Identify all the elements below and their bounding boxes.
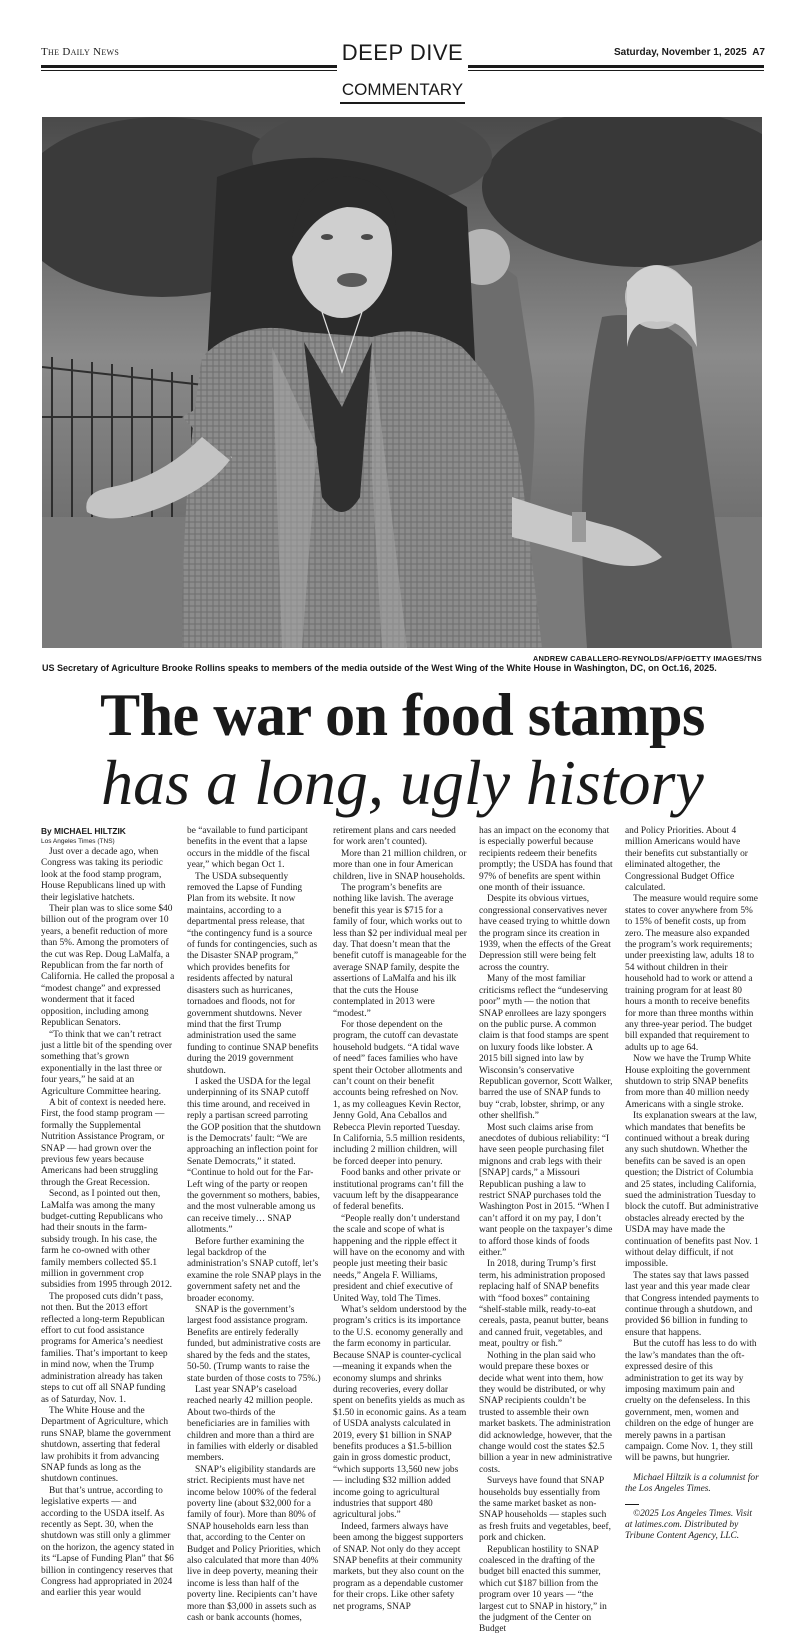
paragraph: Their plan was to slice some $40 billion out of the program over 10 years, a benefit reduction of more than 5%. Among the promoters of the cut was Rep. Doug LaMalfa, a Republican from the far north of California. He called the proposal a “modest change” and expressed wonderment that it faced opposition, including among Republican Senators. [41,904,175,1029]
paragraph: For those dependent on the program, the cutoff can devastate household budgets. “A tidal wave of need” faces families who have spent their October allotments and can’t count on their benefit accounts being refreshed on Nov. 1, as my colleagues Kevin Rector, Jenny Gold, Ana Ceballos and Rebecca Plevin reported Tuesday. In California, 5.5 million residents, including 2 million children, will be forced deeper into penury. [333,1019,466,1167]
section-label [0,80,805,104]
paragraph: Nothing in the plan said who would prepare these boxes or decide what went into them, how they would be distributed, or why SNAP recipients couldn’t be trusted to assemble their own market baskets. The administration did acknowledge, however, that the change would cost the states $2.5 billion a year in new administrative costs. [479,1350,613,1475]
paragraph: Second, as I pointed out then, LaMalfa was among the many budget-cutting Republicans who had their snouts in the farm-subsidy trough. In his case, the farm he co-owned with other family members collected $5.1 million in government crop subsidies from 1995 through 2012. [41,1189,172,1291]
paragraph: The program’s benefits are nothing like lavish. The average benefit this year is $715 for a family of four, which works out to less than $2 per individual meal per day. That doesn’t mean that the benefit cutoff is manageable for the average SNAP family, despite the assertions of LaMalfa and his ilk that the cuts the House contemplated in 2013 were “modest.” [333,883,467,1019]
author-bio: Michael Hiltzik is a columnist for the Los Angeles Times. [625,1472,759,1495]
paragraph: “People really don’t understand the scale and scope of what is happening and the ripple effect it will have on the economy and with people just meeting their basic needs,” Angela F. Williams, president and chief executive of United Way, told The Times. [333,1213,465,1304]
paragraph: Just over a decade ago, when Congress was taking its periodic look at the food stamp program, House Republicans lined up with their legislative hatchets. [41,847,166,903]
paragraph: Many of the most familiar criticisms reflect the “undeserving poor” myth — the notion that SNAP enrollees are lazy spongers on the public purse. A common claim is that food stamps are spent on luxury foods like lobster. A 2015 bill signed into law by Wisconsin’s conservative Republican governor, Scott Walker, barred the use of SNAP funds to buy “crab, lobster, shrimp, or any other shellfish.” [479,974,613,1122]
paragraph: Food banks and other private or institutional programs can’t fill the vacuum left by the disappearance of federal benefits. [333,1168,464,1213]
paragraph: Republican hostility to SNAP coalesced in the drafting of the budget bill enacted this summer, which cut $187 billion from the program over 10 years — “the largest cut to SNAP in history,” in the judgment of the Center on Budget [479,1544,607,1635]
paragraph: The measure would require some states to cover anywhere from 5% to 15% of benefit costs, up from zero. The measure also expanded the program’s work requirements; under preexisting law, adults 18 to 54 without children in their household had to work or attend a training program for at least 80 hours a month to receive benefits for more than three months within any three-year period. The budget bill expanded that requirement to adults up to age 64. [625,894,758,1053]
section-label-text: COMMENTARY [340,80,465,104]
paragraph: Surveys have found that SNAP households buy essentially from the same market basket as non-SNAP households — staples such as fresh fruits and vegetables, beef, pork and chicken. [479,1476,611,1544]
paragraph: retirement plans and cars needed for work aren’t counted). [333,826,456,848]
paragraph: The White House and the Department of Agriculture, which runs SNAP, blame the government shutdown, asserting that federal law prohibits it from advancing SNAP funds as long as the shutdown continues. [41,1405,171,1485]
masthead-rule-right-thin [468,70,764,71]
masthead-date: Saturday, November 1, 2025 [613,47,747,58]
paragraph: The USDA subsequently removed the Lapse of Funding Plan from its website. It now maintains, according to a departmental press release, that “the contingency fund is a source of funds for contingencies, such as the Disaster SNAP program,” which provides benefits for residents affected by natural disasters such as hurricanes, tornadoes and floods, not for government shutdowns. Never mind that the first Trump administration used the same funding to continue SNAP benefits during the 2019 government shutdown. [187,871,319,1076]
paragraph: The states say that laws passed last year and this year made clear that Congress intended payments to continue through a shutdown, and provided $6 billion in funding to ensure that happens. [625,1270,759,1338]
byline-author: By MICHAEL HILTZIK [41,826,126,836]
masthead-paper-name: The Daily News [41,46,120,58]
paragraph: Last year SNAP’s caseload reached nearly 42 million people. About two-thirds of the beneficiaries are in families with children and more than a third are in families with elderly or disabled members. [187,1384,318,1464]
masthead-rule-left-thick [41,65,337,68]
article-column-2 [187,826,321,1624]
paragraph: In 2018, during Trump’s first term, his administration proposed replacing half of SNAP benefits with “food boxes” containing “shelf-stable milk, ready-to-eat cereals, pasta, peanut butter, beans and canned fruit, vegetables, and meat, poultry or fish.” [479,1259,609,1350]
paragraph: Its explanation swears at the law, which mandates that benefits be continued without a break during any such shutdown. Whether the benefits can be saved is an open question; the District of Columbia and 25 states, including California, sued the administration Tuesday to block the cutoff. But administrative obstacles already erected by the USDA may have made the continuation of benefits past Nov. 1 without delay difficult, if not impossible. [625,1111,759,1270]
paragraph: Despite its obvious virtues, congressional conservatives never have ceased trying to whittle down the program since its creation in 1939, when the effects of the Great Depression still were being felt across the country. [479,894,611,973]
photo-credit: ANDREW CABALLERO-REYNOLDS/AFP/GETTY IMAGES/TNS [532,654,762,663]
masthead-rule-right-thick [468,65,764,68]
paragraph: SNAP’s eligibility standards are strict. Recipients must have net income below 100% of the federal poverty line (about $32,000 for a family of four). More than 80% of SNAP households earn less than that, according to the Center on Budget and Policy Priorities, which also calculated that more than 40% live in deep poverty, meaning their income is less than half of the poverty line. Recipients can’t have more than $3,000 in assets such as cash or bank accounts (homes, [187,1464,321,1624]
paragraph: “To think that we can’t retract just a little bit of the spending over something that’s grown exponentially in the last three or four years,” he said at an Agriculture Committee hearing. [41,1029,172,1097]
byline-source: Los Angeles Times (TNS) [41,838,115,845]
headline-line-1: The war on food stamps [100,682,705,748]
lead-photo-illustration [42,117,762,648]
paragraph: More than 21 million children, or more than one in four American children, live in SNAP households. [333,848,467,882]
headline-line-2: has a long, ugly history [101,747,704,818]
paragraph: The proposed cuts didn’t pass, not then. But the 2013 effort reflected a long-term Republican effort to cut food assistance programs for America’s neediest families. That’s important to keep in mind now, when the Trump administration already has taken steps to cut off all SNAP funding as of Saturday, Nov. 1. [41,1291,168,1405]
lead-photo [42,117,762,648]
paragraph: I asked the USDA for the legal underpinning of its SNAP cutoff this time around, and received in reply a partisan screed parroting the GOP position that the shutdown is the Democrats’ fault: “We are approaching an inflection point for Senate Democrats,” it stated. “Continue to hold out for the Far-Left wing of the party or reopen the government so mothers, babies, and the most vulnerable among us can receive timely… SNAP allotments.” [187,1076,321,1236]
paragraph: and Policy Priorities. About 4 million Americans would have their benefits cut substantially or eliminated altogether, the Congressional Budget Office calculated. [625,826,748,894]
article-column-5 [625,826,759,1543]
paragraph: Now we have the Trump White House exploiting the government shutdown to strip SNAP benefits from more than 40 million needy Americans with a single stroke. [625,1054,751,1110]
copyright-notice: ©2025 Los Angeles Times. Visit at latimes.com. Distributed by Tribune Content Agency, LLC. [625,1508,753,1542]
masthead-page-number: A7 [752,47,765,58]
masthead-dateline [614,47,765,58]
paragraph: But the cutoff has less to do with the law’s mandates than the oft-expressed desire of this administration to get its way by imposing maximum pain and cruelty on the defenseless. In this government, men, women and children on the edge of hunger are merely pawns in a partisan campaign. Come Nov. 1, they still will be pawns, but hungrier. [625,1339,757,1464]
paragraph: has an impact on the economy that is especially powerful because recipients redeem their benefits promptly; the USDA has found that 97% of benefits are spent within one month of their issuance. [479,826,613,894]
masthead-rule-left-thin [41,70,337,71]
paragraph: Indeed, farmers always have been among the biggest supporters of SNAP. Not only do they accept SNAP benefits at their community markets, but they also count on the program as a dependable customer for their crops. Like other safety net programs, SNAP [333,1521,464,1612]
paragraph: Most such claims arise from anecdotes of dubious reliability: “I have seen people purchasing filet mignons and crab legs with their [SNAP] cards,” a Missouri Republican pushing a law to restrict SNAP purchases told the Washington Post in 2015. “When I can’t afford it on my pay, I don’t want people on the taxpayer’s dime to afford those kinds of foods either.” [479,1122,613,1259]
article-column-3 [333,826,467,1613]
article-column-4 [479,826,613,1636]
paragraph: SNAP is the government’s largest food assistance program. Benefits are entirely federally funded, but administrative costs are shared by the feds and the states, 50-50. (Trump wants to raise the state burden of those costs to 75%.) [187,1305,321,1384]
photo-caption: US Secretary of Agriculture Brooke Rollins speaks to members of the media outside of the West Wing of the White House in Washington, DC, on Oct.16, 2025. [42,663,717,673]
paragraph: What’s seldom understood by the program’s critics is its importance to the U.S. economy generally and the farm economy in particular. Because SNAP is counter-cyclical—meaning it expands when the economy slumps and shrinks during recoveries, every dollar spent on benefits yields as much as $1.50 in economic gains. As a team of USDA analysts calculated in 2019, every $1 billion in SNAP benefits produces a $1.5-billion gain in gross domestic product, “which supports 13,560 new jobs — including $32 million added income going to agricultural industries that support 480 agricultural jobs.” [333,1305,467,1521]
paragraph: Before further examining the legal backdrop of the administration’s SNAP cutoff, let’s examine the role SNAP plays in the government safety net and the broader economy. [187,1236,322,1304]
paragraph: But that’s untrue, according to legislative experts — and according to the USDA itself. As recently as Sept. 30, when the shutdown was still only a glimmer on the horizon, the agency stated in its “Lapse of Funding Plan” that $6 billion in contingency reserves that Congress had appropriated in 2024 and earlier this year would [41,1485,175,1599]
paragraph: be “available to fund participant benefits in the event that a lapse occurs in the middle of the fiscal year,” which began Oct 1. [187,826,310,871]
masthead-section-title: DEEP DIVE [341,40,464,65]
paragraph: A bit of context is needed here. First, the food stamp program — formally the Supplemental Nutrition Assistance Program, or SNAP — had grown over the previous few years because Americans had been struggling through the Great Recession. [41,1097,166,1188]
article-column-1 [41,826,175,1600]
